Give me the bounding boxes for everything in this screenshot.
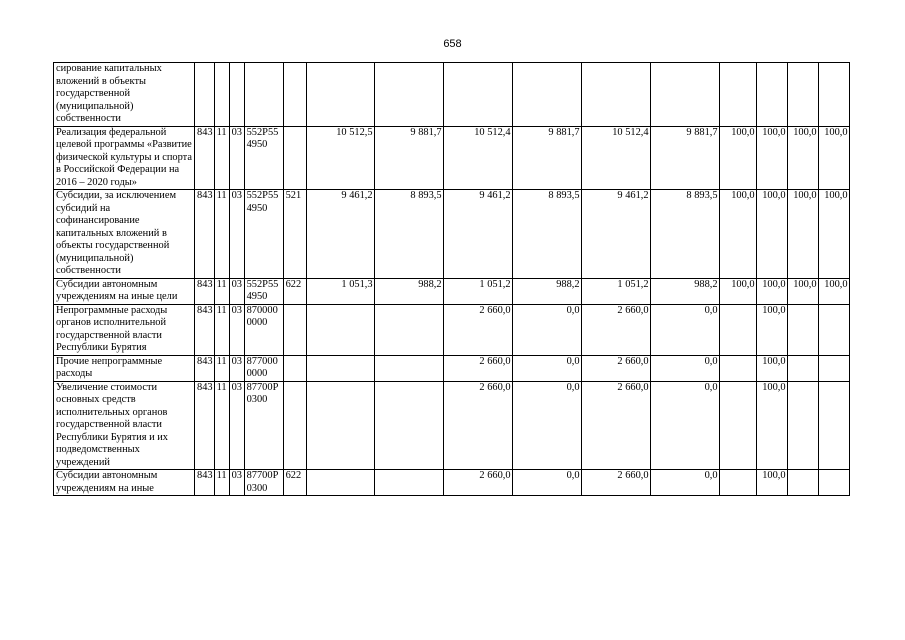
amount-cell-6: 9 881,7	[650, 126, 719, 190]
expense-name-cell: Непрограммные расходы органов исполнительной государственной власти Республики Бурятия	[54, 304, 195, 355]
table-row	[54, 381, 850, 470]
percent-cell-1: 100,0	[719, 126, 756, 190]
percent-cell-1	[719, 381, 756, 470]
csr-cell: 552P554950	[244, 278, 283, 304]
percent-cell-4	[818, 381, 849, 470]
percent-cell-1: 100,0	[719, 190, 756, 279]
rz-cell: 11	[214, 278, 229, 304]
csr-cell: 8700000000	[244, 304, 283, 355]
amount-cell-2	[374, 470, 443, 496]
amount-cell-6: 8 893,5	[650, 190, 719, 279]
vr-cell: 521	[283, 190, 306, 279]
expense-name-cell: Прочие непрограммные расходы	[54, 355, 195, 381]
percent-cell-3	[787, 304, 818, 355]
expense-name-cell: Субсидии автономным учреждениям на иные	[54, 470, 195, 496]
amount-cell-3: 9 461,2	[443, 190, 512, 279]
amount-cell-6: 0,0	[650, 470, 719, 496]
percent-cell-1	[719, 63, 756, 127]
amount-cell-3: 2 660,0	[443, 470, 512, 496]
amount-cell-5: 2 660,0	[581, 355, 650, 381]
percent-cell-3	[787, 355, 818, 381]
percent-cell-2: 100,0	[756, 304, 787, 355]
expense-name-cell: Реализация федеральной целевой программы «Развитие физической культуры и спорта в Российской Федерации на 2016 – 2020 годы»	[54, 126, 195, 190]
gr-cell: 843	[195, 355, 215, 381]
amount-cell-2: 988,2	[374, 278, 443, 304]
percent-cell-2: 100,0	[756, 470, 787, 496]
amount-cell-4: 0,0	[512, 470, 581, 496]
percent-cell-2: 100,0	[756, 278, 787, 304]
amount-cell-4: 988,2	[512, 278, 581, 304]
amount-cell-3: 2 660,0	[443, 381, 512, 470]
amount-cell-3: 2 660,0	[443, 304, 512, 355]
rz-cell: 11	[214, 304, 229, 355]
expense-name-cell: Увеличение стоимости основных средств исполнительных органов государственной власти Республики Бурятия и их подведомственных учреждений	[54, 381, 195, 470]
amount-cell-4	[512, 63, 581, 127]
percent-cell-4: 100,0	[818, 126, 849, 190]
csr-cell	[244, 63, 283, 127]
pr-cell: 03	[229, 304, 244, 355]
vr-cell	[283, 126, 306, 190]
page-number: 658	[443, 38, 462, 50]
amount-cell-1: 10 512,5	[306, 126, 374, 190]
percent-cell-3: 100,0	[787, 126, 818, 190]
amount-cell-4: 0,0	[512, 381, 581, 470]
percent-cell-4	[818, 470, 849, 496]
amount-cell-6: 0,0	[650, 304, 719, 355]
rz-cell: 11	[214, 470, 229, 496]
amount-cell-2	[374, 63, 443, 127]
percent-cell-2: 100,0	[756, 381, 787, 470]
amount-cell-1	[306, 63, 374, 127]
gr-cell: 843	[195, 470, 215, 496]
expense-name-cell: Субсидии автономным учреждениям на иные цели	[54, 278, 195, 304]
percent-cell-3	[787, 381, 818, 470]
amount-cell-2: 8 893,5	[374, 190, 443, 279]
amount-cell-6: 988,2	[650, 278, 719, 304]
percent-cell-1	[719, 304, 756, 355]
budget-table	[53, 62, 850, 496]
percent-cell-2: 100,0	[756, 126, 787, 190]
amount-cell-2	[374, 381, 443, 470]
amount-cell-5: 9 461,2	[581, 190, 650, 279]
pr-cell: 03	[229, 278, 244, 304]
amount-cell-4: 8 893,5	[512, 190, 581, 279]
amount-cell-6: 0,0	[650, 355, 719, 381]
expense-name-cell: сирование капитальных вложений в объекты государственной (муниципальной) собственности	[54, 63, 195, 127]
percent-cell-1	[719, 470, 756, 496]
amount-cell-6	[650, 63, 719, 127]
table-row	[54, 190, 850, 279]
vr-cell: 622	[283, 278, 306, 304]
gr-cell: 843	[195, 190, 215, 279]
gr-cell: 843	[195, 126, 215, 190]
vr-cell	[283, 355, 306, 381]
amount-cell-5: 2 660,0	[581, 470, 650, 496]
rz-cell: 11	[214, 190, 229, 279]
amount-cell-3: 10 512,4	[443, 126, 512, 190]
amount-cell-5: 10 512,4	[581, 126, 650, 190]
percent-cell-4	[818, 304, 849, 355]
pr-cell: 03	[229, 381, 244, 470]
table-row	[54, 63, 850, 127]
amount-cell-3: 1 051,2	[443, 278, 512, 304]
amount-cell-3	[443, 63, 512, 127]
table-row	[54, 304, 850, 355]
amount-cell-5: 2 660,0	[581, 304, 650, 355]
amount-cell-1	[306, 381, 374, 470]
percent-cell-3: 100,0	[787, 278, 818, 304]
vr-cell	[283, 63, 306, 127]
amount-cell-2	[374, 304, 443, 355]
csr-cell: 552P554950	[244, 126, 283, 190]
pr-cell: 03	[229, 126, 244, 190]
amount-cell-5: 1 051,2	[581, 278, 650, 304]
vr-cell: 622	[283, 470, 306, 496]
percent-cell-2: 100,0	[756, 190, 787, 279]
amount-cell-4: 9 881,7	[512, 126, 581, 190]
percent-cell-3	[787, 63, 818, 127]
table-row	[54, 126, 850, 190]
csr-cell: 552P554950	[244, 190, 283, 279]
amount-cell-1	[306, 304, 374, 355]
csr-cell: 87700P0300	[244, 470, 283, 496]
amount-cell-5: 2 660,0	[581, 381, 650, 470]
csr-cell: 87700P0300	[244, 381, 283, 470]
percent-cell-4: 100,0	[818, 190, 849, 279]
pr-cell: 03	[229, 355, 244, 381]
amount-cell-2	[374, 355, 443, 381]
pr-cell: 03	[229, 470, 244, 496]
table-row	[54, 470, 850, 496]
csr-cell: 8770000000	[244, 355, 283, 381]
gr-cell: 843	[195, 381, 215, 470]
amount-cell-1	[306, 355, 374, 381]
rz-cell: 11	[214, 381, 229, 470]
amount-cell-6: 0,0	[650, 381, 719, 470]
percent-cell-3: 100,0	[787, 190, 818, 279]
amount-cell-3: 2 660,0	[443, 355, 512, 381]
percent-cell-1	[719, 355, 756, 381]
expense-name-cell: Субсидии, за исключением субсидий на софинансирование капитальных вложений в объекты государственной (муниципальной) собственности	[54, 190, 195, 279]
table-row	[54, 355, 850, 381]
percent-cell-3	[787, 470, 818, 496]
amount-cell-1: 9 461,2	[306, 190, 374, 279]
gr-cell: 843	[195, 304, 215, 355]
pr-cell: 03	[229, 190, 244, 279]
rz-cell	[214, 63, 229, 127]
amount-cell-5	[581, 63, 650, 127]
amount-cell-4: 0,0	[512, 355, 581, 381]
percent-cell-2	[756, 63, 787, 127]
amount-cell-1	[306, 470, 374, 496]
gr-cell: 843	[195, 278, 215, 304]
rz-cell: 11	[214, 355, 229, 381]
vr-cell	[283, 304, 306, 355]
percent-cell-2: 100,0	[756, 355, 787, 381]
amount-cell-4: 0,0	[512, 304, 581, 355]
pr-cell	[229, 63, 244, 127]
amount-cell-2: 9 881,7	[374, 126, 443, 190]
gr-cell	[195, 63, 215, 127]
percent-cell-1: 100,0	[719, 278, 756, 304]
table-row	[54, 278, 850, 304]
percent-cell-4: 100,0	[818, 278, 849, 304]
vr-cell	[283, 381, 306, 470]
percent-cell-4	[818, 63, 849, 127]
percent-cell-4	[818, 355, 849, 381]
amount-cell-1: 1 051,3	[306, 278, 374, 304]
rz-cell: 11	[214, 126, 229, 190]
